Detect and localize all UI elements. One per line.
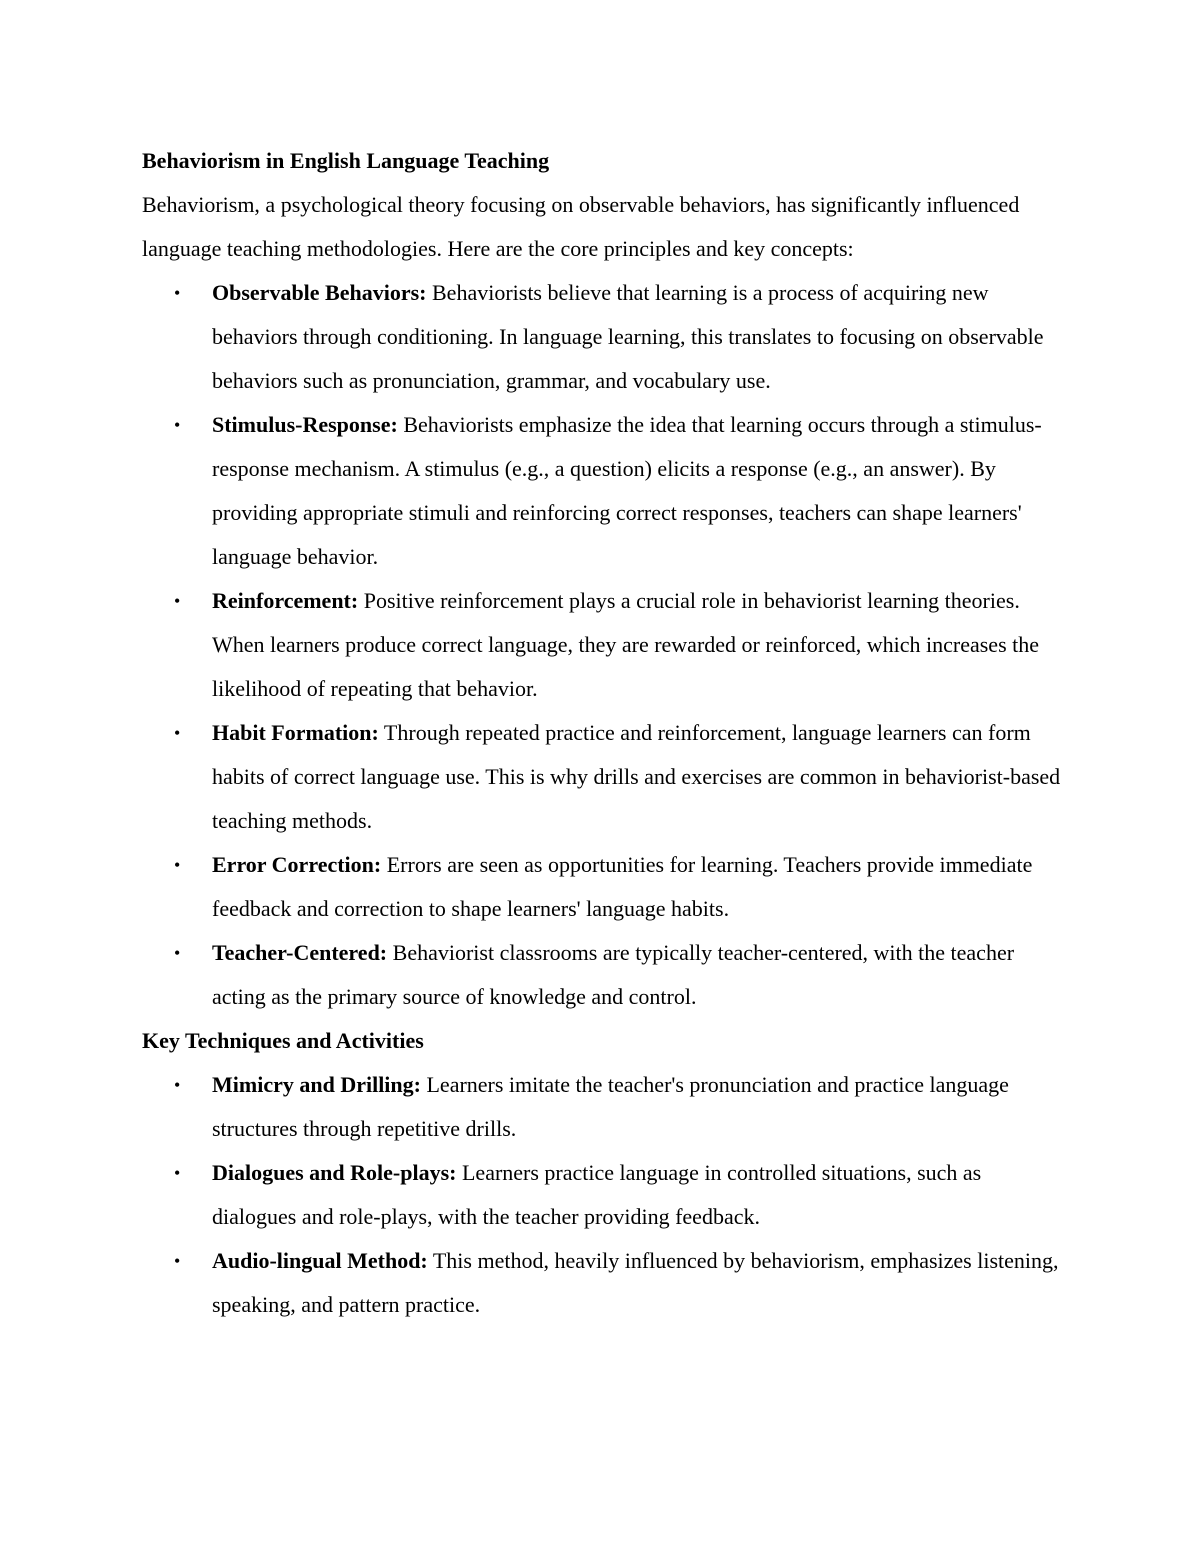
list-item: [142, 843, 1067, 931]
bullet-icon: •: [174, 283, 181, 303]
list-item-term: Error Correction:: [212, 852, 382, 877]
list-item-term: Reinforcement:: [212, 588, 359, 613]
list-item: [142, 271, 1067, 403]
list-item: [142, 711, 1067, 843]
list-item: [142, 1063, 1067, 1151]
list-item: [142, 579, 1067, 711]
list-item-text: Behaviorist classrooms are typically teacher-centered, with the teacher acting as the primary source of knowledge and control.: [212, 940, 1015, 1009]
list-item-term: Mimicry and Drilling:: [212, 1072, 421, 1097]
list-item-term: Habit Formation:: [212, 720, 379, 745]
core-principles-list: [142, 271, 1067, 1019]
bullet-icon: •: [174, 591, 181, 611]
list-item-term: Teacher-Centered:: [212, 940, 388, 965]
section-title-behaviorism: Behaviorism in English Language Teaching: [142, 148, 550, 173]
list-item-text: Learners practice language in controlled situations, such as dialogues and role-plays, with the teacher providing feedback.: [212, 1160, 982, 1229]
key-techniques-list: [142, 1063, 1067, 1327]
list-item-text: Through repeated practice and reinforcement, language learners can form habits of correct language use. This is why drills and exercises are common in behaviorist-based teaching methods.: [212, 720, 1061, 833]
bullet-icon: •: [174, 723, 181, 743]
bullet-icon: •: [174, 855, 181, 875]
list-item-text: This method, heavily influenced by behaviorism, emphasizes listening, speaking, and pattern practice.: [212, 1248, 1059, 1317]
list-item-term: Audio-lingual Method:: [212, 1248, 428, 1273]
bullet-icon: •: [174, 1075, 181, 1095]
list-item-text: Errors are seen as opportunities for learning. Teachers provide immediate feedback and correction to shape learners' language habits.: [212, 852, 1033, 921]
list-item-text: Behaviorists emphasize the idea that learning occurs through a stimulus-response mechanism. A stimulus (e.g., a question) elicits a response (e.g., an answer). By providing appropriate stimuli and reinforcing correct responses, teachers can shape learners' language behavior.: [212, 412, 1042, 569]
list-item-text: Learners imitate the teacher's pronunciation and practice language structures through repetitive drills.: [212, 1072, 1009, 1141]
section-title-key-techniques: Key Techniques and Activities: [142, 1028, 424, 1053]
list-item-text: Positive reinforcement plays a crucial role in behaviorist learning theories. When learners produce correct language, they are rewarded or reinforced, which increases the likelihood of repeating that behavior.: [212, 588, 1040, 701]
list-item-term: Stimulus-Response:: [212, 412, 398, 437]
list-item: [142, 1151, 1067, 1239]
bullet-icon: •: [174, 1163, 181, 1183]
document-page: [142, 139, 1067, 1327]
list-item: [142, 1239, 1067, 1327]
bullet-icon: •: [174, 1251, 181, 1271]
bullet-icon: •: [174, 943, 181, 963]
list-item: [142, 931, 1067, 1019]
list-item-term: Dialogues and Role-plays:: [212, 1160, 457, 1185]
list-item: [142, 403, 1067, 579]
bullet-icon: •: [174, 415, 181, 435]
list-item-text: Behaviorists believe that learning is a process of acquiring new behaviors through conditioning. In language learning, this translates to focusing on observable behaviors such as pronunciation, grammar, and vocabulary use.: [212, 280, 1044, 393]
intro-paragraph: Behaviorism, a psychological theory focusing on observable behaviors, has significantly influenced language teaching methodologies. Here are the core principles and key concepts:: [142, 192, 1020, 261]
list-item-term: Observable Behaviors:: [212, 280, 427, 305]
